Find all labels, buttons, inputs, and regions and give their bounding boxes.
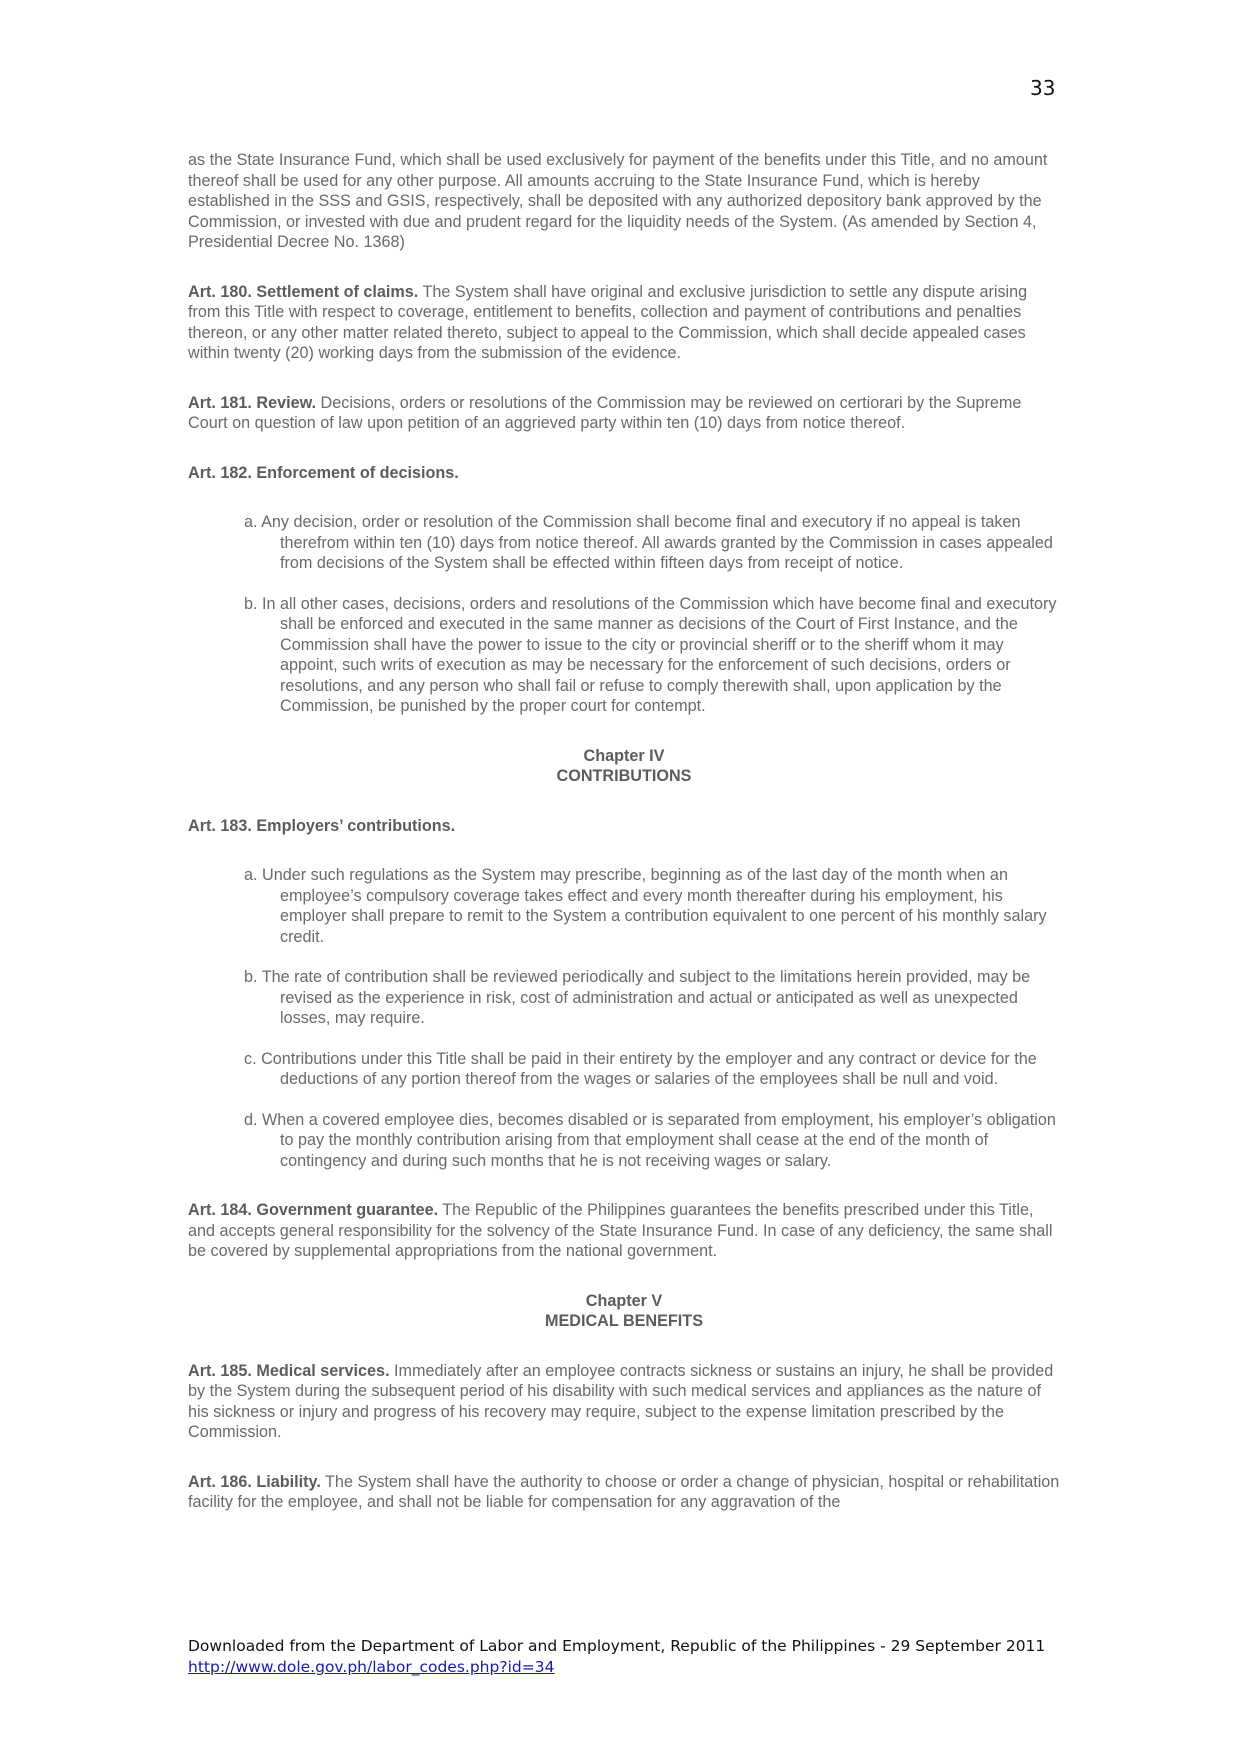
footer-source-text: Downloaded from the Department of Labor and Employment, Republic of the Philippines - 29 September 2011 xyxy=(188,1637,1046,1655)
list-item: b. In all other cases, decisions, orders and resolutions of the Commission which have become final and executory shall be enforced and executed in the same manner as decisions of the Court of First Instance, and the Commission shall have the power to issue to the city or provincial sheriff or to the sheriff whom it may appoint, such writs of execution as may be necessary for the enforcement of such decisions, orders or resolutions, and any person who shall fail or refuse to comply therewith shall, upon application by the Commission, be punished by the proper court for contempt. xyxy=(244,594,1057,715)
article-184-title: Art. 184. Government guarantee. xyxy=(188,1201,439,1219)
article-180-body: The System shall have original and exclusive jurisdiction to settle any dispute arising from this Title with respect to coverage, entitlement to benefits, collection and payment of contributions and penalties thereon, or any other matter related thereto, subject to appeal to the Commission, which shall decide appealed cases within twenty (20) working days from the submission of the evidence. xyxy=(188,282,1028,362)
article-181 xyxy=(188,393,1060,434)
article-184 xyxy=(188,1200,1060,1262)
article-186-title: Art. 186. Liability. xyxy=(188,1472,321,1491)
article-185-title: Art. 185. Medical services. xyxy=(188,1361,390,1380)
list-item: a. Any decision, order or resolution of the Commission shall become final and executory if no appeal is taken therefrom within ten (10) days from notice thereof. All awards granted by the Commission in cases appealed from decisions of the System shall be effected within fifteen days from receipt of notice. xyxy=(244,513,1053,572)
list-item: d. When a covered employee dies, becomes disabled or is separated from employment, his employer’s obligation to pay the monthly contribution arising from that employment shall cease at the end of the month of contingency and during such months that he is not receiving wages or salary. xyxy=(244,1110,1056,1170)
list-item: b. The rate of contribution shall be reviewed periodically and subject to the limitations herein provided, may be revised as the experience in risk, cost of administration and actual or anticipated as well as unexpected losses, may require. xyxy=(244,968,1031,1027)
article-181-title: Art. 181. Review. xyxy=(188,393,317,412)
page-number: 33 xyxy=(1030,76,1056,100)
article-182-title: Art. 182. Enforcement of decisions. xyxy=(188,463,459,482)
chapter-v-heading xyxy=(188,1291,1060,1332)
article-184-body: The Republic of the Philippines guarantees the benefits prescribed under this Title, and accepts general responsibility for the solvency of the State Insurance Fund. In case of any deficiency, the same shall be covered by supplemental appropriations from the national government. xyxy=(188,1201,1053,1260)
article-183-title: Art. 183. Employers’ contributions. xyxy=(188,816,456,835)
intro-paragraph: as the State Insurance Fund, which shall be used exclusively for payment of the benefits under this Title, and no amount thereof shall be used for any other purpose. All amounts accruing to the State Insurance Fund, which is hereby established in the SSS and GSIS, respectively, shall be deposited with any authorized depository bank approved by the Commission, or invested with due and prudent regard for the liquidity needs of the System. (As amended by Section 4, Presidential Decree No. 1368) xyxy=(188,151,1048,251)
article-180-title: Art. 180. Settlement of claims. xyxy=(188,282,419,301)
article-181-body: Decisions, orders or resolutions of the Commission may be reviewed on certiorari by the Supreme Court on question of law upon petition of an aggrieved party within ten (10) days from notice thereof. xyxy=(188,393,1022,432)
document-body xyxy=(188,150,1060,1542)
chapter-label: Chapter IV xyxy=(583,746,665,765)
chapter-iv-heading xyxy=(188,746,1060,787)
article-186 xyxy=(188,1472,1060,1513)
chapter-title: MEDICAL BENEFITS xyxy=(545,1312,703,1330)
article-180 xyxy=(188,282,1060,364)
chapter-title: CONTRIBUTIONS xyxy=(556,767,692,785)
article-185-body: Immediately after an employee contracts sickness or sustains an injury, he shall be provided by the System during the subsequent period of his disability with such medical services and appliances as the nature of his sickness or injury and progress of his recovery may require, subject to the expense limitation prescribed by the Commission. xyxy=(188,1361,1054,1441)
article-186-body: The System shall have the authority to choose or order a change of physician, hospital or rehabilitation facility for the employee, and shall not be liable for compensation for any aggravation of the xyxy=(188,1472,1060,1511)
article-182-list xyxy=(188,512,1060,717)
article-185 xyxy=(188,1361,1060,1443)
list-item: a. Under such regulations as the System may prescribe, beginning as of the last day of the month when an employee’s compulsory coverage takes effect and every month thereafter during his employment, his employer shall prepare to remit to the System a contribution equivalent to one percent of his monthly salary credit. xyxy=(244,866,1047,946)
chapter-label: Chapter V xyxy=(585,1291,663,1310)
article-183-list xyxy=(188,865,1060,1171)
list-item: c. Contributions under this Title shall be paid in their entirety by the employer and any contract or device for the deductions of any portion thereof from the wages or salaries of the employees shall be null and void. xyxy=(244,1049,1037,1088)
footer-source-link[interactable]: http://www.dole.gov.ph/labor_codes.php?id=34 xyxy=(188,1658,555,1676)
page-footer xyxy=(188,1636,1045,1678)
